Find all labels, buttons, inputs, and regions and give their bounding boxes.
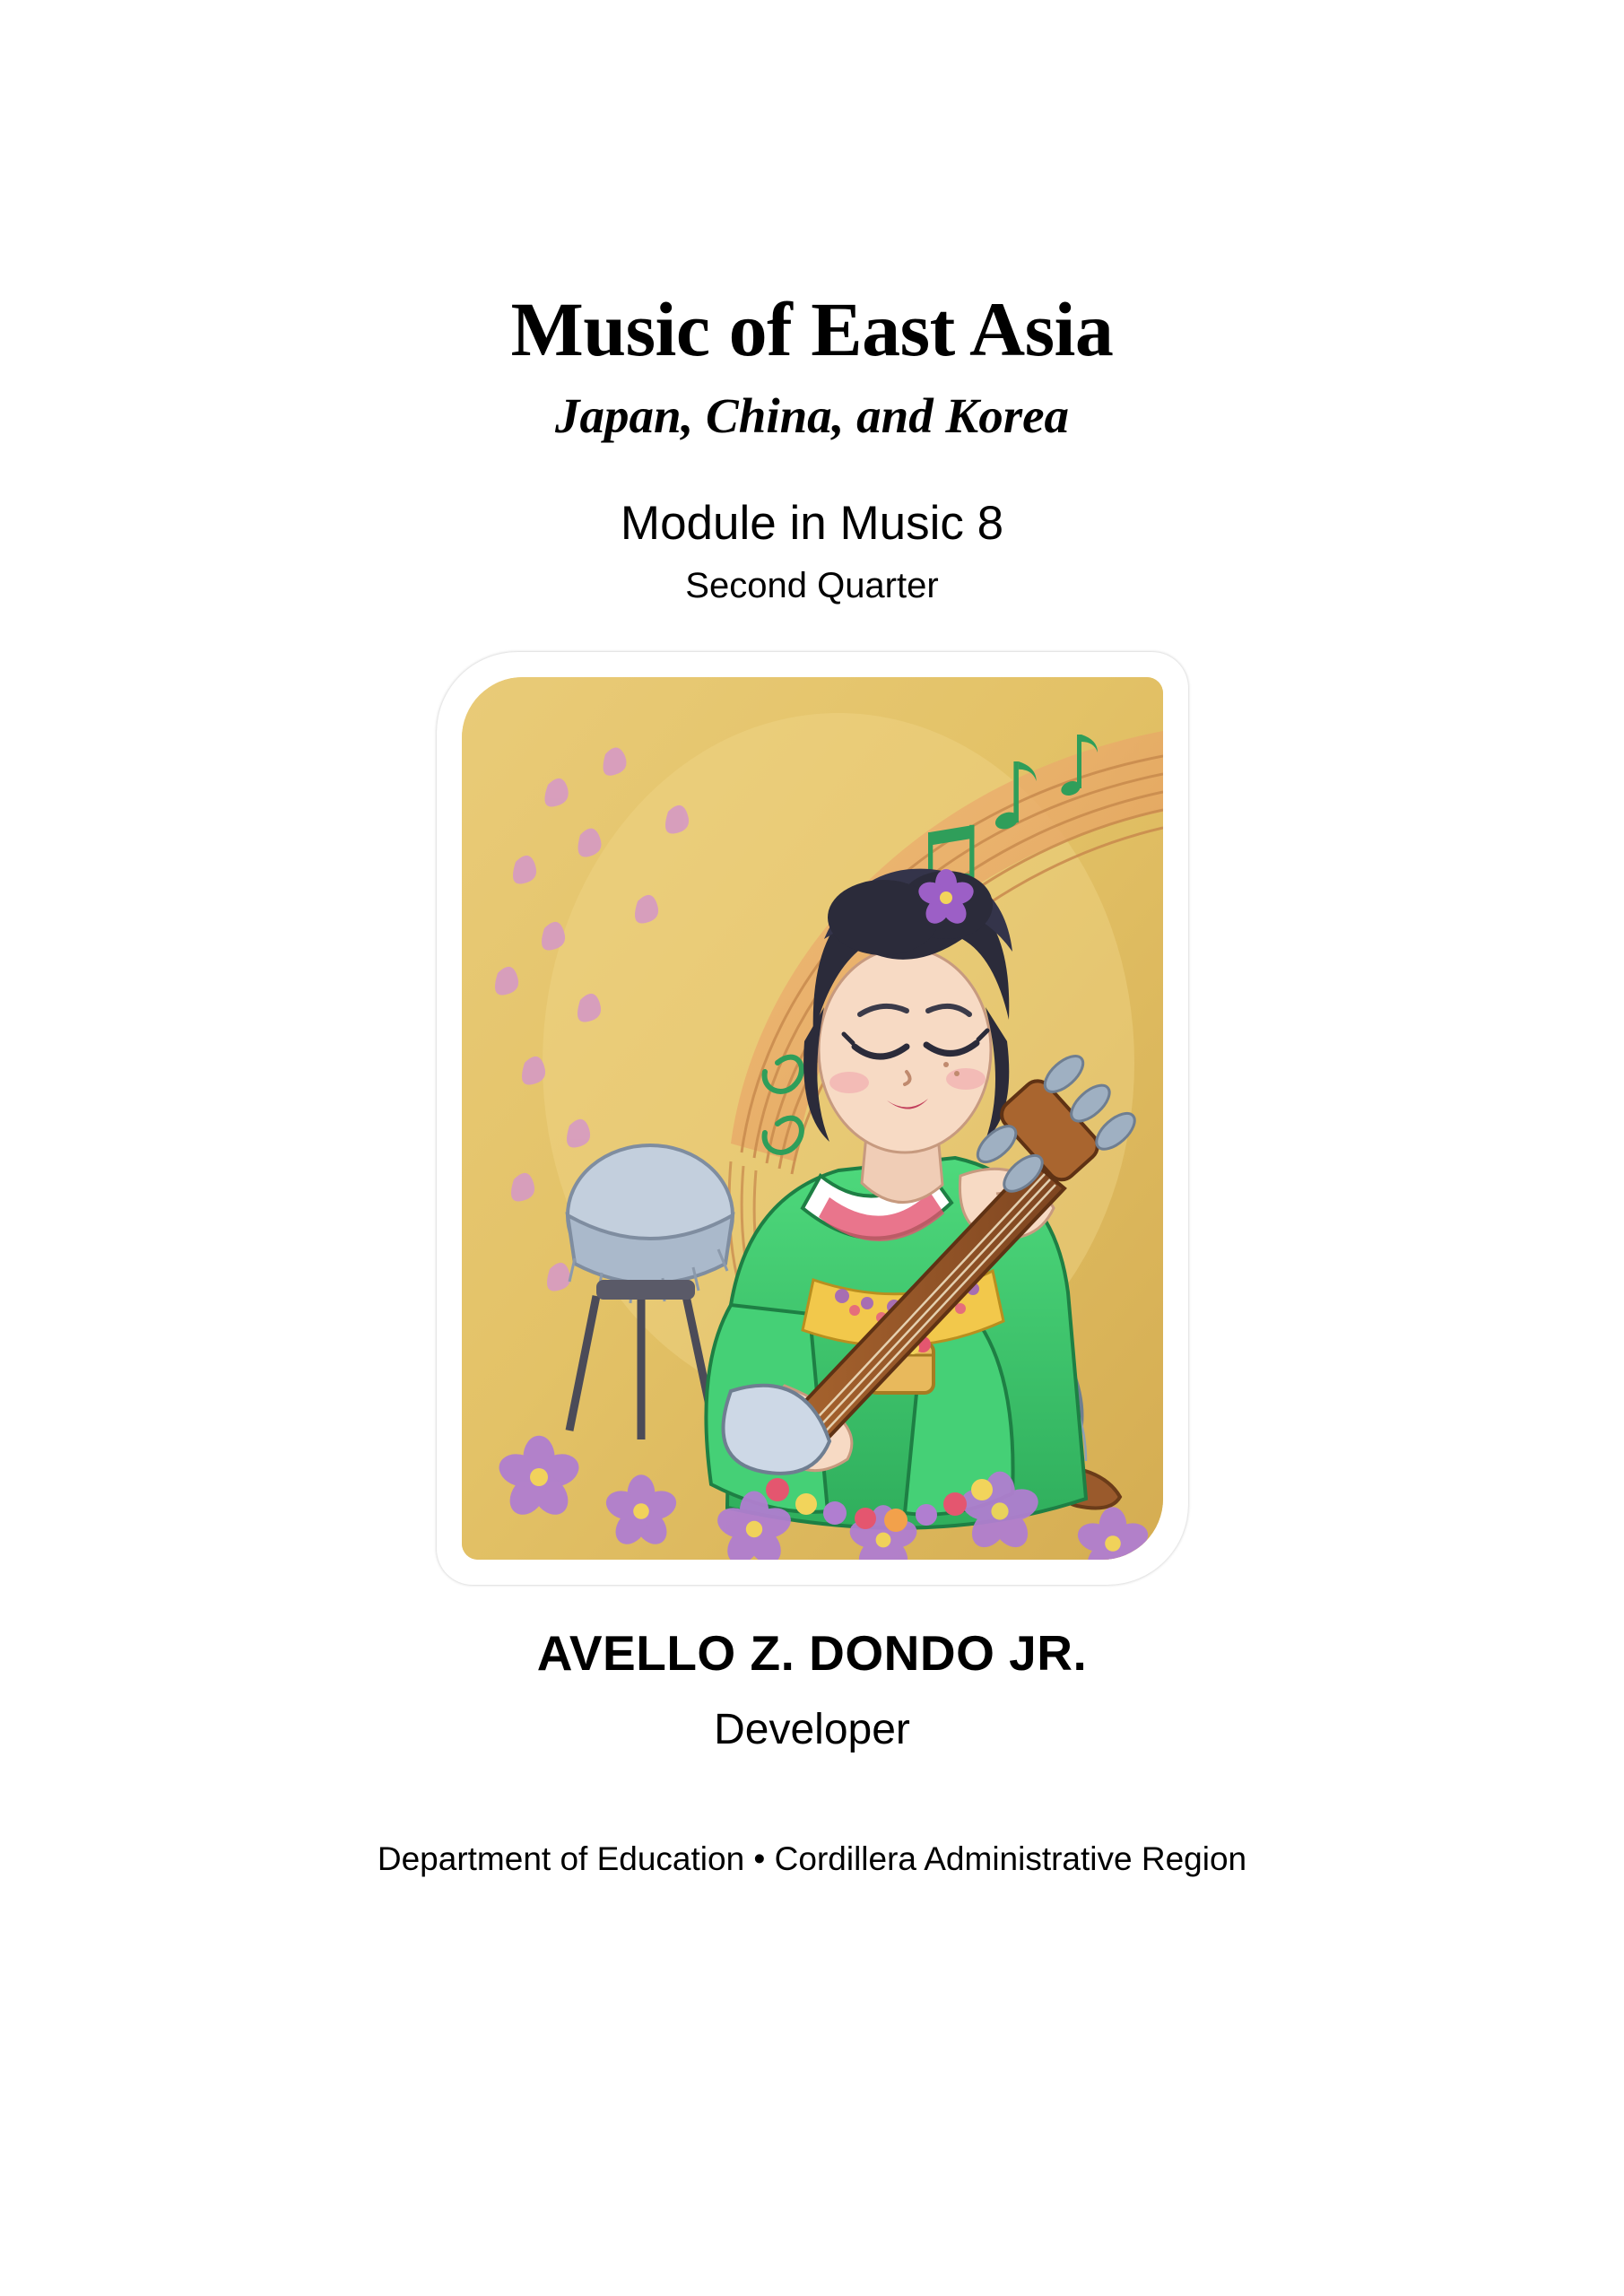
module-line: Module in Music 8 [620,496,1004,550]
footer-text: Department of Education • Cordillera Administrative Region [377,1840,1247,1878]
quarter-line: Second Quarter [685,566,939,606]
author-role: Developer [714,1706,910,1754]
cover-image [437,652,1188,1585]
page-title: Music of East Asia [510,286,1114,372]
author-name: AVELLO Z. DONDO JR. [536,1625,1088,1682]
cover-illustration [462,677,1163,1560]
cover-illustration-svg [462,677,1163,1560]
page-subtitle: Japan, China, and Korea [554,388,1070,444]
